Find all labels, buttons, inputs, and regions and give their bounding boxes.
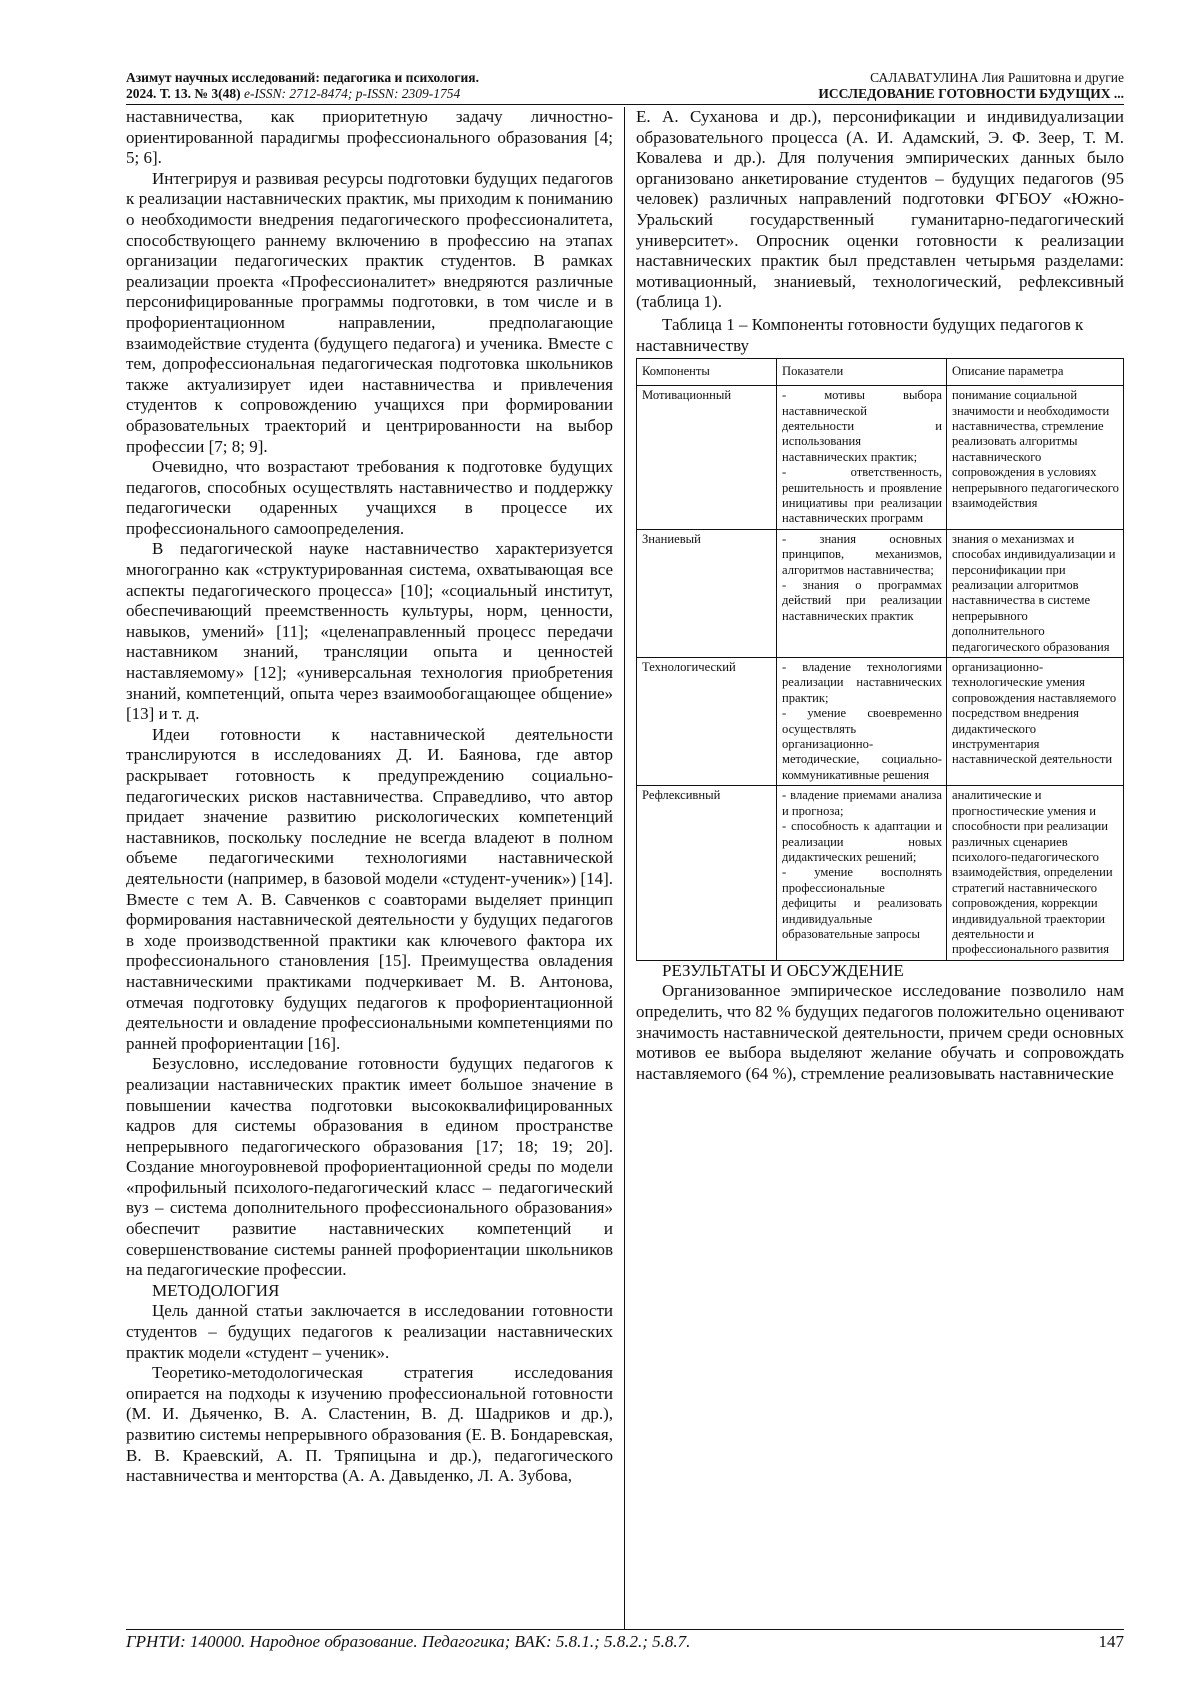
right-column: [636, 107, 1124, 1084]
header-divider: [126, 104, 1124, 105]
journal-volume: 2024. Т. 13. № 3(48): [126, 86, 241, 101]
description-cell: понимание социальной значимости и необходимости наставничества, стремление реализовать алгоритмы наставнического сопровождения в условиях непрерывного педагогического взаимодействия: [947, 386, 1124, 530]
journal-page: [126, 70, 1124, 1670]
description-cell: аналитические и прогностические умения и способности при реализации различных сценариев психолого-педагогического взаимодействия, определении стратегий наставнического сопровождения, коррекции индивидуальной траектории деятельности и профессионального развития: [947, 786, 1124, 960]
description-cell: организационно-технологические умения сопровождения наставляемого посредством внедрения дидактического инструментария наставнической деятельности: [947, 658, 1124, 786]
components-table: [636, 358, 1124, 961]
paragraph: Е. А. Суханова и др.), персонификации и индивидуализации образовательного процесса (А. И. Адамский, Э. Ф. Зеер, Т. М. Ковалева и др.). Для получения эмпирических данных было организовано анкетирование студентов – будущих педагогов (95 человек) различных направлений подготовки ФГБОУ «Южно-Уральский государственный гуманитарно-педагогический университет». Опросник оценки готовности к реализации наставнических практик был представлен четырьмя разделами: мотивационный, знаниевый, технологический, рефлексивный (таблица 1).: [636, 107, 1124, 312]
journal-title: Азимут научных исследований: педагогика и психология.: [126, 70, 479, 85]
table-header-row: [637, 359, 1124, 386]
column-divider: [624, 107, 625, 1629]
paragraph: Безусловно, исследование готовности будущих педагогов к реализации наставнических практик имеет большое значение в повышении качества подготовки высококвалифицированных кадров для системы образования в едином пространстве непрерывного педагогического образования [17; 18; 19; 20]. Создание многоуровневой профориентационной среды по модели «профильный психолого-педагогический класс – педагогический вуз – система дополнительного профессионального образования» обеспечит развитие наставнических компетенций и совершенствование системы ранней профориентации школьников на педагогические профессии.: [126, 1054, 613, 1280]
footer-classification: ГРНТИ: 140000. Народное образование. Педагогика; ВАК: 5.8.1.; 5.8.2.; 5.8.7.: [126, 1632, 691, 1651]
component-cell: Мотивационный: [637, 386, 777, 530]
indicators-cell: - мотивы выбора наставнической деятельности и использования наставнических практик; - ответственность, решительность и проявление инициативы при реализации наставнических программ: [777, 386, 947, 530]
journal-issue: [126, 86, 646, 102]
indicators-cell: - знания основных принципов, механизмов, алгоритмов наставничества; - знания о программах действий при реализации наставнических практик: [777, 529, 947, 657]
paragraph: Цель данной статьи заключается в исследовании готовности студентов – будущих педагогов к реализации наставнических практик модели «студент – ученик».: [126, 1301, 613, 1362]
table-caption: Таблица 1 – Компоненты готовности будущих педагогов к наставничеству: [636, 314, 1084, 355]
paragraph: Организованное эмпирическое исследование позволило нам определить, что 82 % будущих педагогов положительно оценивают значимость наставнической деятельности, причем среди основных мотивов ее выбора выделяют желание обучать и сопровождать наставляемого (64 %), стремление реализовывать наставнические: [636, 981, 1124, 1083]
table-row: [637, 386, 1124, 530]
description-cell: знания о механизмах и способах индивидуализации и персонификации при реализации алгоритмов наставничества в системе непрерывного дополнительного педагогического образования: [947, 529, 1124, 657]
column-header: Показатели: [777, 359, 947, 386]
author-rest: Лия Рашитовна и другие: [978, 70, 1124, 85]
paragraph: Идеи готовности к наставнической деятельности транслируются в исследованиях Д. И. Баянова, где автор раскрывает готовность к предупреждению социально-педагогических рисков наставничества. Справедливо, что автор придает значение развитию рискологических компетенций наставников, поскольку последние не всегда владеют в полном объеме педагогическими технологиями наставнической деятельности (например, в базовой модели «студент-ученик») [14]. Вместе с тем А. В. Савченков с соавторами выделяет принцип формирования наставнической деятельности у будущих педагогов в ходе производственной практики как ключевого фактора их профессионального становления [15]. Преимущества овладения наставническими практиками подчеркивает М. В. Антонова, отмечая подготовку будущих педагогов к профориентационной деятельности и овладение профессиональными компетенциями по ранней профориентации [16].: [126, 724, 613, 1053]
component-cell: Рефлексивный: [637, 786, 777, 960]
paragraph: Очевидно, что возрастают требования к подготовке будущих педагогов, способных осуществлять наставничество и поддержку педагогически одаренных учащихся в процессе их профессионального самоопределения.: [126, 457, 613, 538]
paragraph: Интегрируя и развивая ресурсы подготовки будущих педагогов к реализации наставнических практик, мы приходим к пониманию о необходимости внедрения педагогического профессионалитета, способствующего раннему включению в профессию на этапах организации педагогических практик студентов. В рамках реализации проекта «Профессионалитет» внедряются различные персонифицированные программы подготовки, в том числе и в профориентационном направлении, предполагающие взаимодействие студента (будущего педагога) и ученика. Вместе с тем, допрофессиональная педагогическая подготовка школьников также актуализирует идеи наставничества и привлечения студентов к сопровождению учащихся при формировании образовательных траекторий и центрированности на выбор профессии [7; 8; 9].: [126, 168, 613, 456]
section-heading-results: РЕЗУЛЬТАТЫ И ОБСУЖДЕНИЕ: [662, 960, 904, 980]
table-row: [637, 529, 1124, 657]
indicators-cell: - владение приемами анализа и прогноза; - способность к адаптации и реализации новых дидактических решений; - умение восполнять профессиональные дефициты и реализовать индивидуальные образовательные запросы: [777, 786, 947, 960]
paragraph: Теоретико-методологическая стратегия исследования опирается на подходы к изучению профессиональной готовности (М. И. Дьяченко, В. А. Сластенин, В. Д. Шадриков и др.), развитию системы непрерывного образования (Е. В. Бондаревская, В. В. Краевский, А. П. Тряпицына и др.), педагогического наставничества и менторства (А. А. Давыденко, Л. А. Зубова,: [126, 1363, 613, 1486]
section-heading-methodology: МЕТОДОЛОГИЯ: [152, 1280, 280, 1300]
article-running-title: ИССЛЕДОВАНИЕ ГОТОВНОСТИ БУДУЩИХ ...: [818, 86, 1124, 101]
running-header-article: [644, 70, 1124, 102]
footer-divider: [126, 1629, 1124, 1630]
component-cell: Знаниевый: [637, 529, 777, 657]
page-number: 147: [1098, 1632, 1124, 1651]
paragraph: наставничества, как приоритетную задачу личностно-ориентированной парадигмы профессионального образования [4; 5; 6].: [126, 107, 613, 168]
paragraph: В педагогической науке наставничество характеризуется многогранно как «структурированная система, охватывающая все аспекты педагогического процесса» [10]; «социальный институт, обеспечивающий преемственность культуры, норм, ценности, навыков, умений» [11]; «целенаправленный процесс передачи наставником знаний, трансляции опыта и ценностей наставляемому» [12]; «универсальная технология приобретения знаний, компетенций, опыта через взаимообогащающее общение» [13] и т. д.: [126, 539, 613, 724]
column-header: Компоненты: [637, 359, 777, 386]
table-row: [637, 786, 1124, 960]
journal-issn: e-ISSN: 2712-8474; p-ISSN: 2309-1754: [240, 86, 461, 101]
running-header-journal: [126, 70, 646, 102]
table-row: [637, 658, 1124, 786]
component-cell: Технологический: [637, 658, 777, 786]
article-authors: [644, 70, 1124, 86]
indicators-cell: - владение технологиями реализации наставнических практик; - умение своевременно осуществлять организационно-методические, социально-коммуникативные решения: [777, 658, 947, 786]
left-column: [126, 107, 613, 1487]
column-header: Описание параметра: [947, 359, 1124, 386]
author-surname: САЛАВАТУЛИНА: [870, 70, 979, 85]
